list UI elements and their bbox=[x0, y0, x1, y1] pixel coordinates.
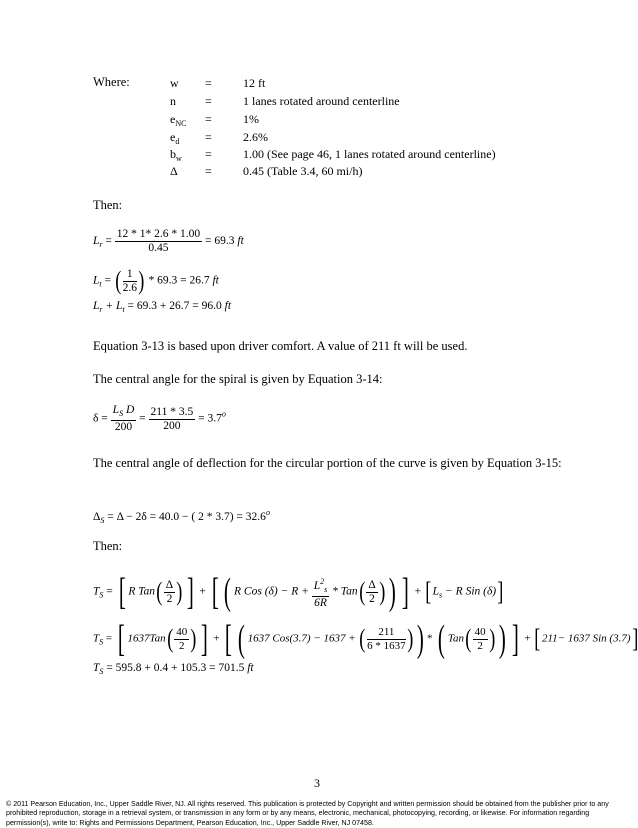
var-symbol: n bbox=[170, 94, 176, 108]
var-value: 0.45 (Table 3.4, 60 mi/h) bbox=[243, 164, 363, 178]
var-value: 1% bbox=[243, 112, 259, 126]
equation-ts-result: $T_S = 595.8 + 0.4 + 105.3 = 701.5$ ft bbox=[93, 662, 254, 676]
equals-sign: = bbox=[205, 76, 212, 90]
var-symbol: $e_{NC}$ bbox=[170, 112, 187, 128]
where-label: Where: bbox=[93, 75, 130, 89]
var-value: 2.6% bbox=[243, 130, 268, 144]
var-value: 1 lanes rotated around centerline bbox=[243, 94, 400, 108]
equation-lt: $L_t$ = ( $\frac{1}{2.6}$ ) * 69.3 = 26.7 ft bbox=[93, 266, 219, 295]
paragraph-spiral-angle: The central angle for the spiral is given by Equation 3-14: bbox=[93, 372, 383, 386]
equals-sign: = bbox=[205, 112, 212, 126]
page-number: 3 bbox=[314, 776, 320, 790]
var-symbol: $e_d$ bbox=[170, 130, 180, 146]
equals-sign: = bbox=[205, 94, 212, 108]
equals-sign: = bbox=[205, 147, 212, 161]
equation-lr-plus-lt: $L_r + L_t = 69.3 + 26.7 = 96.0$ ft bbox=[93, 300, 232, 314]
then-label: Then: bbox=[93, 198, 123, 212]
paragraph-driver-comfort: Equation 3-13 is based upon driver comfort. A value of 211 ft will be used. bbox=[93, 339, 468, 353]
equation-delta: δ = $\frac{L_S D}{200}$ = $\frac{211 * 3.5}{200}$ = $3.7^o$ bbox=[93, 404, 226, 433]
equation-ts-general: $T_S$ = [ R Tan( $\frac{\Delta}{2}$ ) ] + [ ( R Cos (δ) − R + $\frac{L^2_s}{6R}$ * Tan( $\frac{\Delta}{2}$ ) ) ] + [$L_s - R$ Sin (δ)] bbox=[93, 571, 504, 613]
var-symbol: Δ bbox=[170, 164, 178, 178]
equation-ts-substituted: $T_S$ = [ 1637Tan( $\frac{40}{2}$ ) ] + [ ( 1637 Cos(3.7) − 1637 + ( $\frac{211}{6 * 1637}$ ) ) * ( Tan( $\frac{40}{2}$ ) ) ] + [211− 1637 Sin (3.7)] bbox=[93, 618, 638, 660]
equals-sign: = bbox=[205, 130, 212, 144]
var-value: 1.00 (See page 46, 1 lanes rotated around centerline) bbox=[243, 147, 496, 161]
var-symbol: w bbox=[170, 76, 179, 90]
var-symbol: $b_w$ bbox=[170, 147, 182, 163]
equation-lr: $L_r$ = $\frac{12 * 1* 2.6 * 1.00}{0.45}$ = 69.3 ft bbox=[93, 228, 244, 254]
paragraph-central-angle: The central angle of deflection for the circular portion of the curve is given by Equation 3-15: bbox=[93, 456, 562, 470]
then-label-2: Then: bbox=[93, 539, 123, 553]
var-value: 12 ft bbox=[243, 76, 266, 90]
equation-delta-s: $\Delta_S = \Delta - 2\delta = 40.0$ − ( $2 * 3.7) = 32.6^o$ bbox=[93, 508, 270, 525]
equals-sign: = bbox=[205, 164, 212, 178]
copyright-footer: © 2011 Pearson Education, Inc., Upper Saddle River, NJ. All rights reserved. This publication is protected by Copyright and written permission should be obtained from the publisher prior to any prohibited reproduction, storage in a retrieval system, or transmission in any form or by any means, electronic, mechanical, photocopying, recording, or likewise. For information regarding permission(s), write to: Rights and Permissions Department, Pearson Education, Inc., Upper Saddle River, NJ 07458. bbox=[6, 800, 609, 827]
